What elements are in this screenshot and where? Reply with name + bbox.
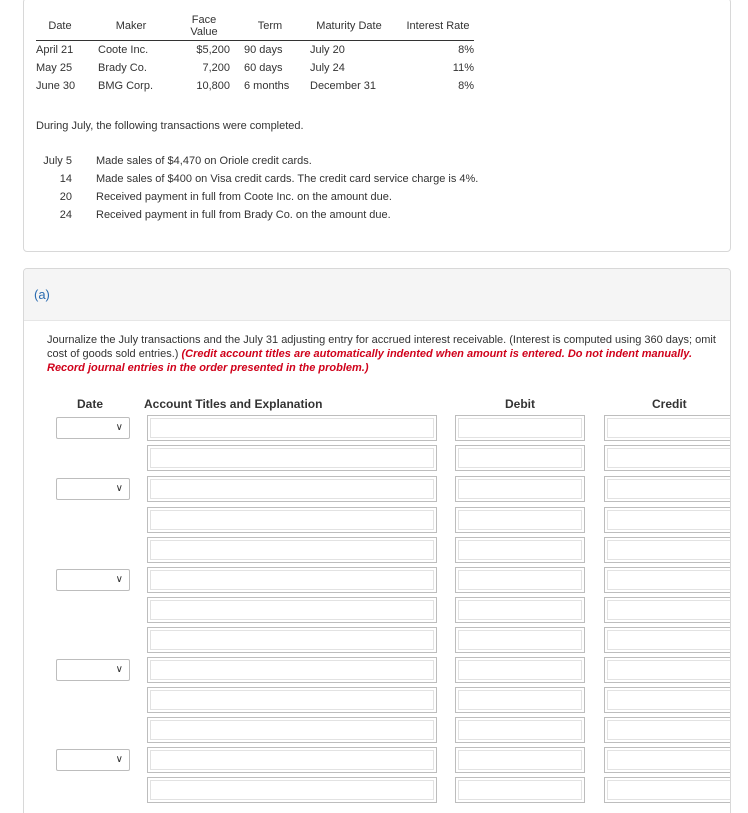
journal-row bbox=[24, 657, 731, 683]
debit-input[interactable] bbox=[455, 747, 585, 773]
cell-maturity-date: July 20 bbox=[310, 44, 345, 56]
date-select[interactable] bbox=[56, 569, 130, 591]
chevron-down-icon: ∨ bbox=[115, 422, 123, 433]
cell-face-value: $5,200 bbox=[196, 44, 230, 56]
credit-input[interactable] bbox=[604, 597, 731, 623]
credit-input[interactable] bbox=[604, 415, 731, 441]
transactions-intro: During July, the following transactions were completed. bbox=[36, 120, 304, 132]
instructions bbox=[47, 333, 717, 375]
part-a-card bbox=[23, 268, 731, 813]
col-header-maturity-date: Maturity Date bbox=[310, 11, 388, 41]
cell-date: April 21 bbox=[36, 44, 74, 56]
debit-input[interactable] bbox=[455, 415, 585, 441]
problem-card bbox=[23, 0, 731, 252]
instructions-warning: (Credit account titles are automatically indented when amount is entered. Do not indent manually. Record journal entries in the order presented in the problem.) bbox=[47, 348, 693, 374]
credit-input[interactable] bbox=[604, 537, 731, 563]
journal-row bbox=[24, 476, 731, 502]
col-header-interest-rate: Interest Rate bbox=[402, 11, 474, 41]
col-header-maker: Maker bbox=[98, 11, 164, 41]
journal-row bbox=[24, 537, 731, 563]
cell-face-value: 10,800 bbox=[196, 80, 230, 92]
account-title-input[interactable] bbox=[147, 657, 437, 683]
notes-table bbox=[36, 11, 474, 95]
chevron-down-icon: ∨ bbox=[115, 574, 123, 585]
cell-maker: Brady Co. bbox=[98, 62, 147, 74]
journal-header-account: Account Titles and Explanation bbox=[144, 397, 323, 411]
transactions-list bbox=[36, 152, 478, 224]
transaction-text: Made sales of $4,470 on Oriole credit cards. bbox=[96, 155, 312, 167]
cell-maker: Coote Inc. bbox=[98, 44, 149, 56]
col-header-date: Date bbox=[36, 11, 84, 41]
cell-maturity-date: July 24 bbox=[310, 62, 345, 74]
cell-term: 90 days bbox=[244, 44, 283, 56]
account-title-input[interactable] bbox=[147, 537, 437, 563]
cell-maker: BMG Corp. bbox=[98, 80, 154, 92]
cell-maturity-date: December 31 bbox=[310, 80, 377, 92]
table-row bbox=[36, 59, 474, 77]
journal-row bbox=[24, 415, 731, 441]
credit-input[interactable] bbox=[604, 627, 731, 653]
journal-row bbox=[24, 567, 731, 593]
credit-input[interactable] bbox=[604, 777, 731, 803]
journal-row bbox=[24, 507, 731, 533]
journal-row bbox=[24, 687, 731, 713]
journal-row bbox=[24, 597, 731, 623]
transaction-text: Made sales of $400 on Visa credit cards. The credit card service charge is 4%. bbox=[96, 173, 479, 185]
debit-input[interactable] bbox=[455, 717, 585, 743]
list-item bbox=[36, 188, 478, 206]
account-title-input[interactable] bbox=[147, 627, 437, 653]
journal-row bbox=[24, 717, 731, 743]
account-title-input[interactable] bbox=[147, 687, 437, 713]
cell-face-value: 7,200 bbox=[202, 62, 230, 74]
debit-input[interactable] bbox=[455, 507, 585, 533]
debit-input[interactable] bbox=[455, 476, 585, 502]
journal-row bbox=[24, 777, 731, 803]
transaction-day: July 5 bbox=[43, 155, 72, 167]
date-select[interactable] bbox=[56, 749, 130, 771]
credit-input[interactable] bbox=[604, 687, 731, 713]
cell-term: 6 months bbox=[244, 80, 290, 92]
list-item bbox=[36, 206, 478, 224]
col-header-term: Term bbox=[244, 11, 296, 41]
transaction-day: 20 bbox=[59, 191, 72, 203]
cell-date: June 30 bbox=[36, 80, 76, 92]
chevron-down-icon: ∨ bbox=[115, 483, 123, 494]
col-header-face-value: Face Value bbox=[178, 11, 230, 41]
transaction-text: Received payment in full from Coote Inc. on the amount due. bbox=[96, 191, 392, 203]
list-item bbox=[36, 170, 478, 188]
part-header bbox=[24, 269, 730, 321]
cell-interest-rate: 8% bbox=[458, 80, 474, 92]
account-title-input[interactable] bbox=[147, 476, 437, 502]
credit-input[interactable] bbox=[604, 476, 731, 502]
part-label: (a) bbox=[34, 287, 50, 302]
instructions-text: Journalize the July transactions and the July 31 adjusting entry for accrued interest receivable. (Interest is computed using 360 days; omit cost of goods sold entries.) bbox=[47, 334, 716, 360]
cell-date: May 25 bbox=[36, 62, 73, 74]
transaction-day: 24 bbox=[59, 209, 72, 221]
table-row bbox=[36, 77, 474, 95]
debit-input[interactable] bbox=[455, 657, 585, 683]
account-title-input[interactable] bbox=[147, 445, 437, 471]
account-title-input[interactable] bbox=[147, 567, 437, 593]
credit-input[interactable] bbox=[604, 747, 731, 773]
table-row bbox=[36, 41, 474, 60]
account-title-input[interactable] bbox=[147, 747, 437, 773]
credit-input[interactable] bbox=[604, 445, 731, 471]
journal-header-credit: Credit bbox=[652, 397, 687, 411]
debit-input[interactable] bbox=[455, 445, 585, 471]
account-title-input[interactable] bbox=[147, 415, 437, 441]
notes-header-row bbox=[36, 11, 474, 41]
account-title-input[interactable] bbox=[147, 777, 437, 803]
debit-input[interactable] bbox=[455, 627, 585, 653]
account-title-input[interactable] bbox=[147, 507, 437, 533]
journal-row bbox=[24, 627, 731, 653]
transaction-day: 14 bbox=[59, 173, 72, 185]
cell-interest-rate: 8% bbox=[458, 44, 474, 56]
credit-input[interactable] bbox=[604, 507, 731, 533]
date-select[interactable] bbox=[56, 478, 130, 500]
journal-header-date: Date bbox=[77, 397, 104, 411]
debit-input[interactable] bbox=[455, 687, 585, 713]
transaction-text: Received payment in full from Brady Co. on the amount due. bbox=[96, 209, 391, 221]
date-select[interactable] bbox=[56, 417, 130, 439]
journal-header-debit: Debit bbox=[505, 397, 535, 411]
date-select[interactable] bbox=[56, 659, 130, 681]
credit-input[interactable] bbox=[604, 567, 731, 593]
journal-row bbox=[24, 747, 731, 773]
debit-input[interactable] bbox=[455, 777, 585, 803]
journal-row bbox=[24, 445, 731, 471]
account-title-input[interactable] bbox=[147, 717, 437, 743]
credit-input[interactable] bbox=[604, 717, 731, 743]
chevron-down-icon: ∨ bbox=[115, 754, 123, 765]
debit-input[interactable] bbox=[455, 567, 585, 593]
debit-input[interactable] bbox=[455, 597, 585, 623]
cell-interest-rate: 11% bbox=[452, 62, 474, 74]
cell-term: 60 days bbox=[244, 62, 283, 74]
credit-input[interactable] bbox=[604, 657, 731, 683]
debit-input[interactable] bbox=[455, 537, 585, 563]
list-item bbox=[36, 152, 478, 170]
chevron-down-icon: ∨ bbox=[115, 664, 123, 675]
account-title-input[interactable] bbox=[147, 597, 437, 623]
